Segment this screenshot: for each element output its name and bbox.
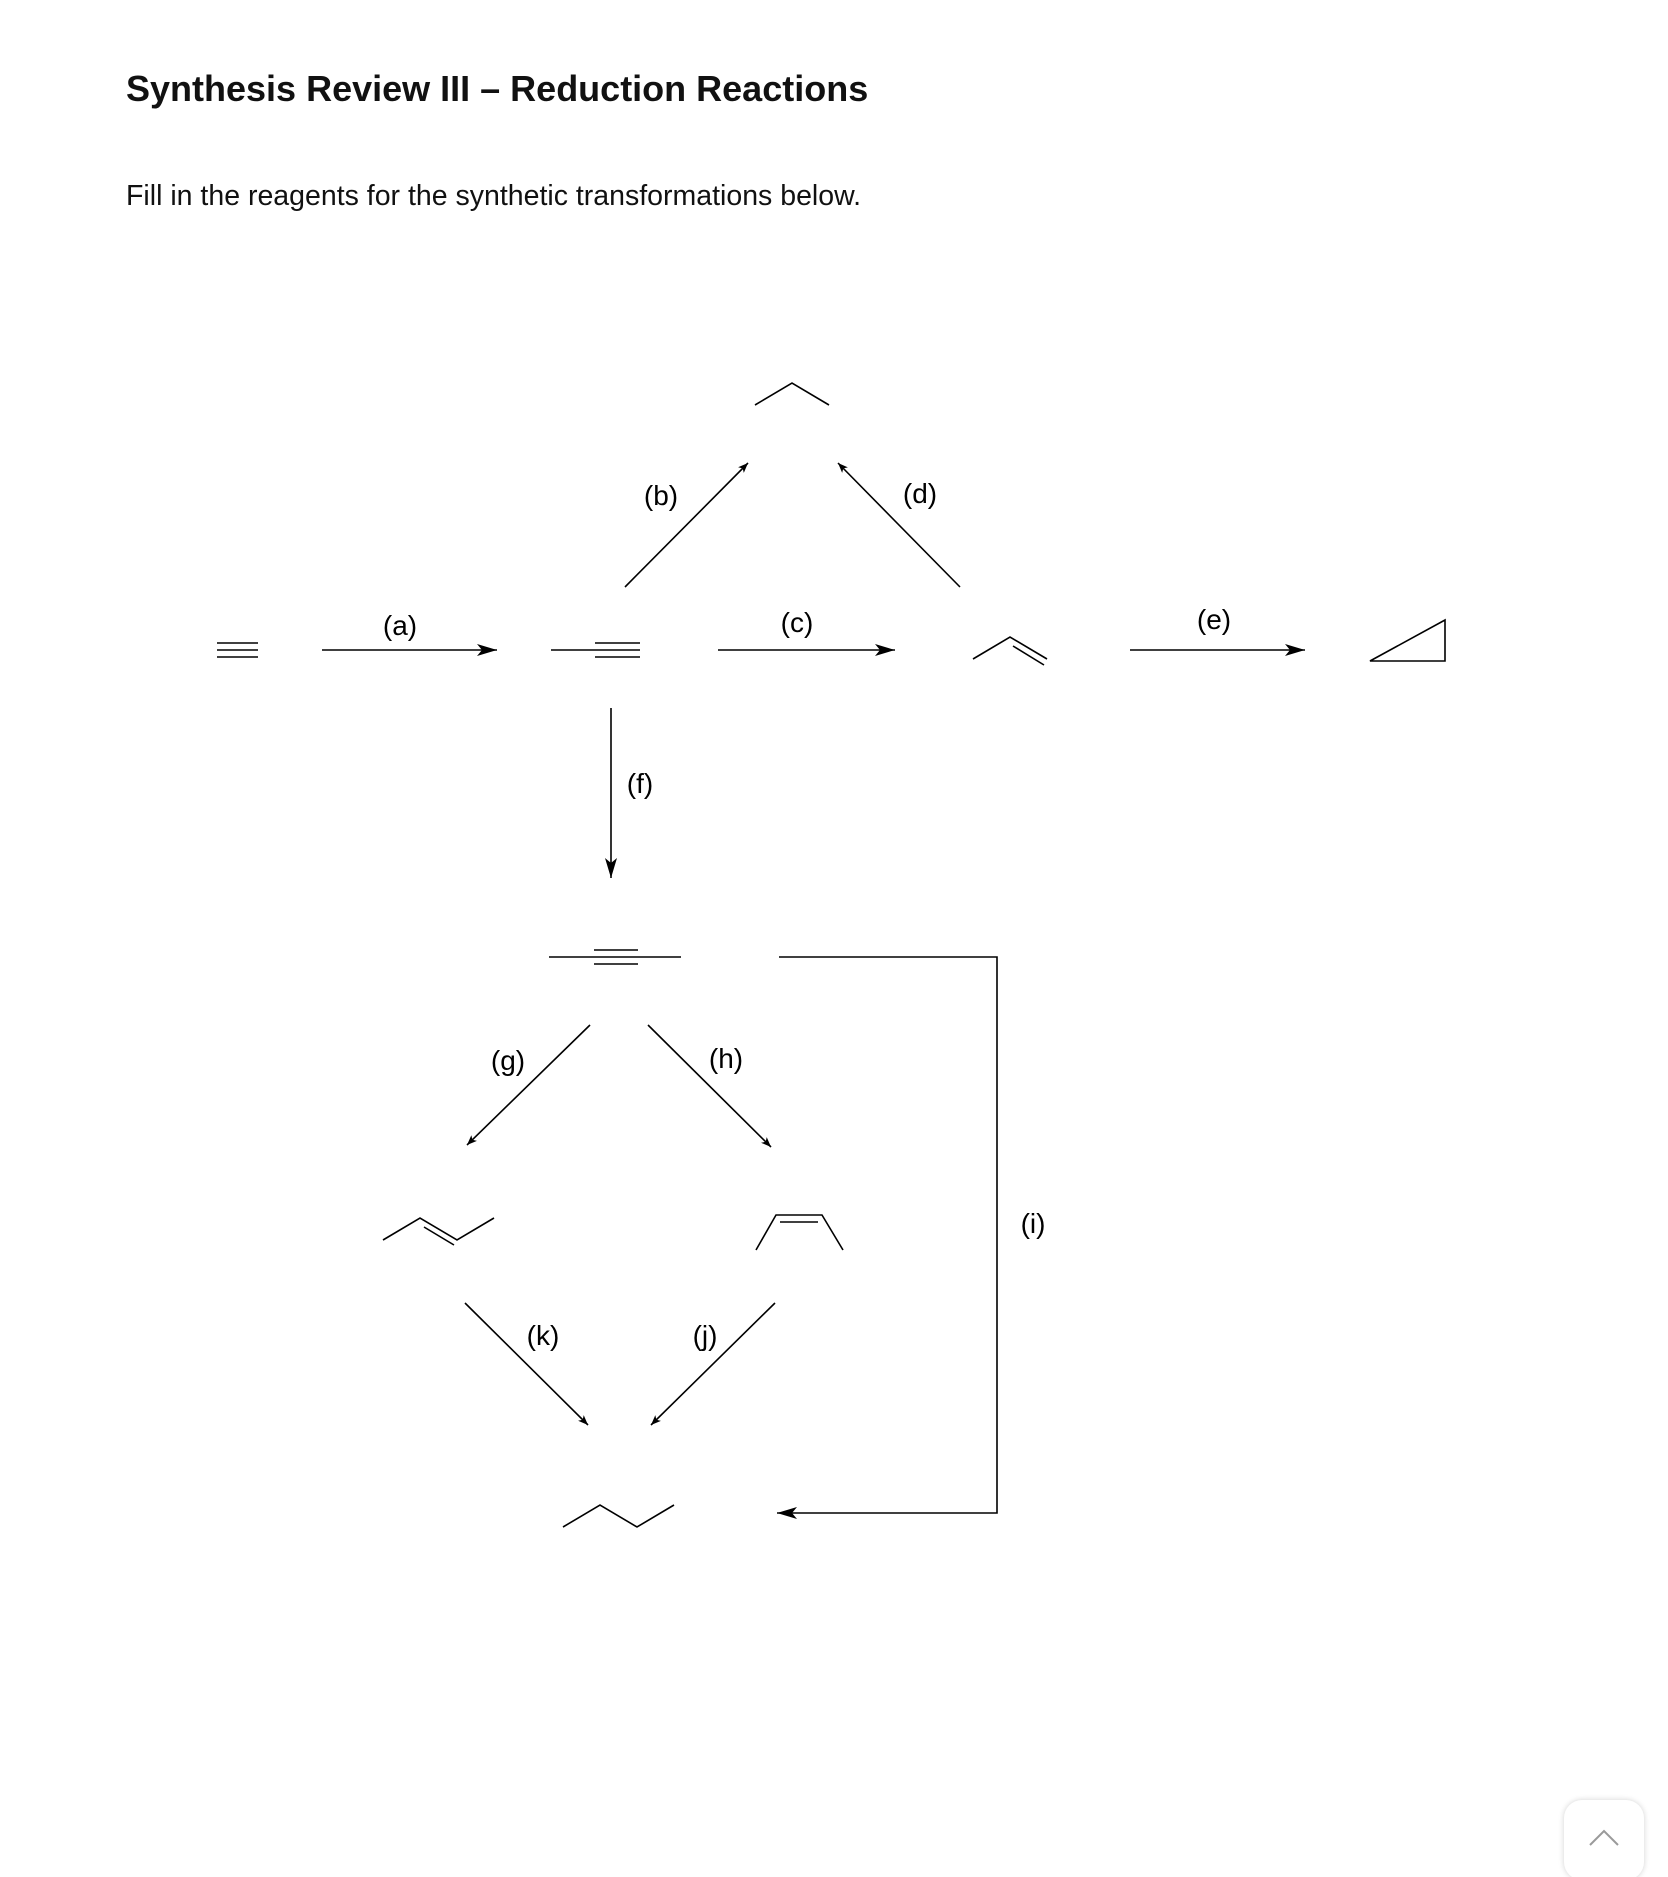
arrow-d — [838, 463, 960, 587]
page-title: Synthesis Review III – Reduction Reactions — [126, 68, 869, 109]
instructions-text: Fill in the reagents for the synthetic transformations below. — [126, 180, 862, 212]
label-c: (c) — [780, 607, 814, 638]
cyclopropane-molecule — [1370, 620, 1445, 661]
label-b: (b) — [643, 480, 679, 511]
butane-molecule — [563, 1505, 674, 1527]
trans-2-butene-molecule — [383, 1218, 494, 1245]
propyne-molecule — [551, 643, 640, 657]
label-e: (e) — [1196, 604, 1232, 635]
chevron-up-icon — [1586, 1826, 1622, 1848]
arrow-i — [777, 957, 997, 1513]
label-a: (a) — [382, 610, 418, 641]
acetylene-molecule — [217, 643, 258, 657]
label-j: (j) — [692, 1320, 718, 1351]
label-k: (k) — [526, 1320, 560, 1351]
label-i: (i) — [1020, 1208, 1046, 1239]
label-g: (g) — [490, 1045, 526, 1076]
scroll-to-top-button[interactable] — [1564, 1800, 1644, 1877]
label-h: (h) — [708, 1043, 744, 1074]
label-d: (d) — [902, 478, 938, 509]
arrow-g — [467, 1025, 590, 1145]
2-butyne-molecule — [549, 950, 681, 964]
propene-molecule — [973, 637, 1047, 665]
cis-2-butene-molecule — [756, 1215, 843, 1250]
propane-molecule — [755, 383, 829, 405]
label-f: (f) — [626, 768, 654, 799]
